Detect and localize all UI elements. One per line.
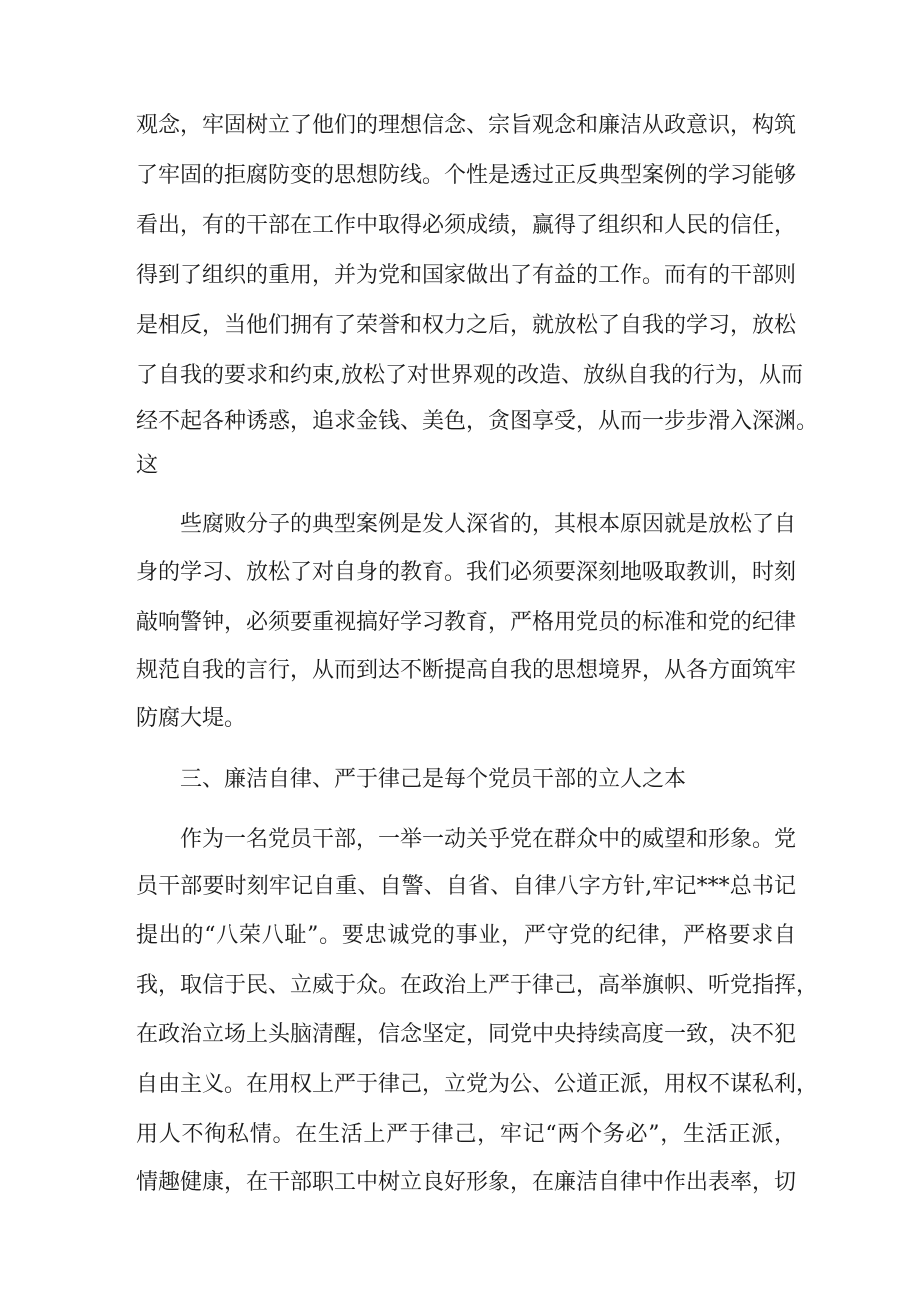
text-line: 看出，有的干部在工作中取得必须成绩，赢得了组织和人民的信任， (136, 213, 797, 238)
text-line: 规范自我的言行，从而到达不断提高自我的思想境界，从各方面筑牢 (136, 658, 797, 683)
text-line: 提出的“八荣八耻”。要忠诚党的事业，严守党的纪律，严格要求自 (136, 923, 796, 948)
text-line: 这 (136, 453, 159, 478)
section-heading: 三、廉洁自律、严于律己是每个党员干部的立人之本 (180, 767, 687, 792)
text-line: 防腐大堤。 (136, 706, 247, 731)
text-line: 身的学习、放松了对自身的教育。我们必须要深刻地吸取教训，时刻 (136, 560, 797, 585)
text-line: 得到了组织的重用，并为党和国家做出了有益的工作。而有的干部则 (136, 263, 797, 288)
text-line: 在政治立场上头脑清醒，信念坚定，同党中央持续高度一致，决不犯 (136, 1022, 797, 1047)
text-line: 自由主义。在用权上严于律己，立党为公、公道正派，用权不谋私利， (136, 1072, 819, 1097)
text-line: 敲响警钟，必须要重视搞好学习教育，严格用党员的标准和党的纪律 (136, 610, 797, 635)
text-line: 经不起各种诱惑，追求金钱、美色，贪图享受，从而一步步滑入深渊。 (136, 409, 819, 434)
text-line: 员干部要时刻牢记自重、自警、自省、自律八字方针,牢记***总书记 (136, 874, 796, 899)
text-line: 观念，牢固树立了他们的理想信念、宗旨观念和廉洁从政意识，构筑 (136, 113, 797, 138)
text-line: 作为一名党员干部，一举一动关乎党在群众中的威望和形象。党 (180, 827, 797, 852)
text-line: 用人不徇私情。在生活上严于律己，牢记“两个务必”，生活正派， (136, 1122, 796, 1147)
text-line: 了自我的要求和约束,放松了对世界观的改造、放纵自我的行为，从而 (136, 363, 803, 388)
text-line: 是相反，当他们拥有了荣誉和权力之后，就放松了自我的学习，放松 (136, 313, 797, 338)
text-line: 了牢固的拒腐防变的思想防线。个性是透过正反典型案例的学习能够 (136, 163, 797, 188)
text-line: 些腐败分子的典型案例是发人深省的，其根本原因就是放松了自 (180, 512, 797, 537)
text-line: 情趣健康，在干部职工中树立良好形象，在廉洁自律中作出表率，切 (136, 1170, 797, 1195)
text-line: 我，取信于民、立威于众。在政治上严于律己，高举旗帜、听党指挥， (136, 973, 819, 998)
